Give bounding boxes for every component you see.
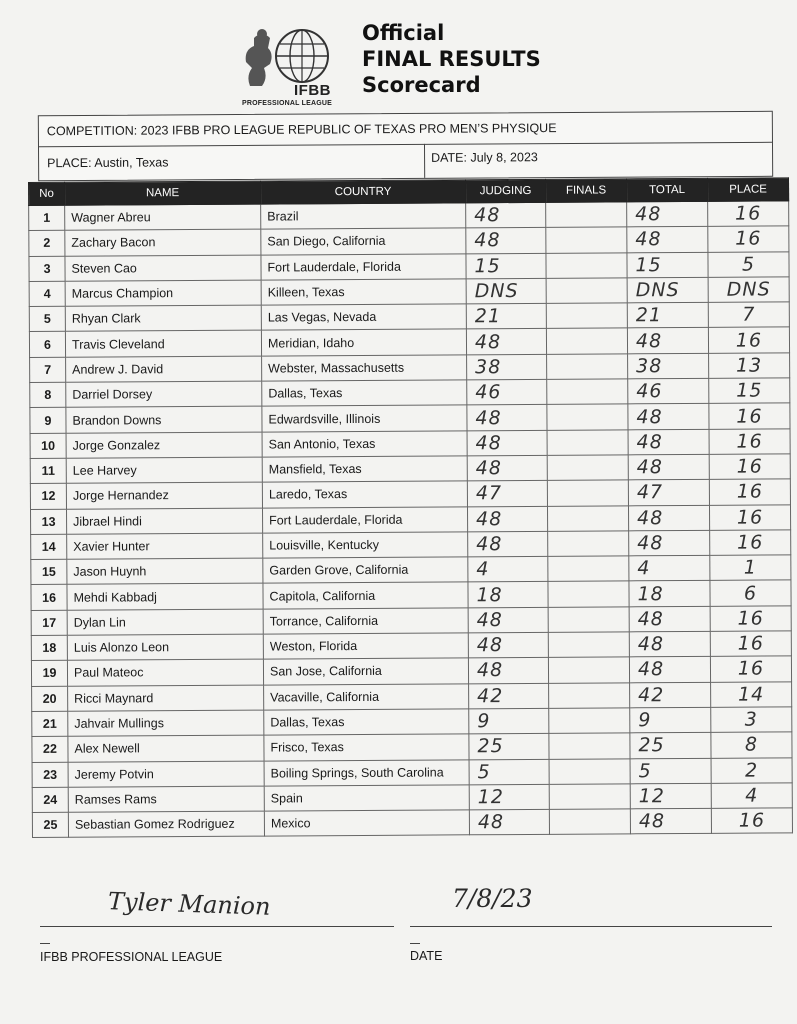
header-no: No <box>29 182 65 205</box>
cell-no: 20 <box>32 686 68 712</box>
cell-total: 47 <box>628 480 709 506</box>
cell-total: 38 <box>628 353 709 379</box>
cell-judging: 47 <box>467 481 547 507</box>
cell-country: Mansfield, Texas <box>262 456 467 483</box>
cell-judging: 15 <box>466 253 546 279</box>
cell-country: Las Vegas, Nevada <box>261 304 466 331</box>
cell-total: 9 <box>630 707 711 733</box>
cell-country: Dallas, Texas <box>264 709 469 736</box>
cell-name: Darriel Dorsey <box>66 381 262 407</box>
cell-no: 1 <box>29 205 65 231</box>
cell-country: Laredo, Texas <box>262 481 467 508</box>
cell-judging: 48 <box>467 506 547 532</box>
cell-finals <box>548 581 629 607</box>
results-table-wrap <box>28 177 792 838</box>
cell-country: Capitola, California <box>263 582 468 609</box>
cell-name: Jibrael Hindi <box>66 508 262 534</box>
header-judging: JUDGING <box>465 179 545 202</box>
cell-place: 6 <box>710 580 791 606</box>
cell-total: 46 <box>628 378 709 404</box>
cell-country: Meridian, Idaho <box>261 329 466 356</box>
table-row <box>32 808 792 838</box>
cell-place: 16 <box>710 606 791 632</box>
cell-place: 16 <box>708 201 789 227</box>
cell-name: Jorge Gonzalez <box>66 432 262 458</box>
cell-total: 48 <box>629 530 710 556</box>
cell-place: 3 <box>711 707 792 733</box>
cell-finals <box>547 455 628 481</box>
cell-place: 16 <box>708 226 789 252</box>
cell-finals <box>547 480 628 506</box>
cell-judging: 48 <box>466 228 546 254</box>
cell-place: 16 <box>710 656 791 682</box>
logo-subtext: PROFESSIONAL LEAGUE <box>242 100 333 107</box>
cell-finals <box>548 531 629 557</box>
cell-total: 48 <box>627 201 708 227</box>
competition-label: COMPETITION: 2023 IFBB PRO LEAGUE REPUBLIC OF TEXAS PRO MEN’S PHYSIQUE <box>46 121 557 139</box>
cell-name: Luis Alonzo Leon <box>67 634 263 660</box>
cell-finals <box>549 682 630 708</box>
cell-judging: 48 <box>467 405 547 431</box>
cell-total: 48 <box>627 328 708 354</box>
cell-finals <box>546 202 627 228</box>
cell-no: 4 <box>29 281 65 307</box>
cell-finals <box>547 430 628 456</box>
cell-no: 19 <box>31 661 67 687</box>
cell-judging: 4 <box>468 556 548 582</box>
league-caption: IFBB PROFESSIONAL LEAGUE <box>40 950 223 964</box>
cell-finals <box>548 632 629 658</box>
cell-place: DNS <box>708 277 789 303</box>
cell-country: Spain <box>264 785 469 812</box>
cell-name: Wagner Abreu <box>65 204 261 230</box>
cell-no: 18 <box>31 635 67 661</box>
cell-country: San Jose, California <box>263 658 468 685</box>
cell-finals <box>546 252 627 278</box>
cell-total: 18 <box>629 581 710 607</box>
cell-judging: 18 <box>468 582 548 608</box>
cell-finals <box>548 556 629 582</box>
cell-no: 14 <box>31 534 67 560</box>
cell-finals <box>546 328 627 354</box>
info-divider <box>424 144 425 178</box>
cell-country: Edwardsville, Illinois <box>262 405 467 432</box>
cell-place: 7 <box>708 302 789 328</box>
cell-place: 16 <box>710 631 791 657</box>
cell-no: 15 <box>31 559 67 585</box>
cell-name: Sebastian Gomez Rodriguez <box>68 811 264 837</box>
cell-total: 48 <box>629 657 710 683</box>
cell-name: Lee Harvey <box>66 457 262 483</box>
header-name: NAME <box>65 181 261 205</box>
cell-total: 48 <box>628 505 709 531</box>
cell-finals <box>546 227 627 253</box>
cell-finals <box>549 708 630 734</box>
cell-no: 24 <box>32 787 68 813</box>
cell-name: Dylan Lin <box>67 609 263 635</box>
ifbb-logo <box>240 28 350 106</box>
cell-country: Dallas, Texas <box>262 380 467 407</box>
cell-name: Jahvair Mullings <box>68 710 264 736</box>
cell-place: 16 <box>709 403 790 429</box>
cell-name: Marcus Champion <box>65 280 261 306</box>
cell-finals <box>549 733 630 759</box>
header-total: TOTAL <box>626 178 707 201</box>
cell-judging: 38 <box>467 354 547 380</box>
cell-no: 2 <box>29 231 65 257</box>
cell-judging: 12 <box>469 784 549 810</box>
cell-country: Frisco, Texas <box>264 734 469 761</box>
cell-country: Louisville, Kentucky <box>263 532 468 559</box>
cell-name: Paul Mateoc <box>67 659 263 685</box>
cell-finals <box>549 809 630 835</box>
cell-finals <box>547 379 628 405</box>
cell-judging: 48 <box>469 809 549 835</box>
cell-name: Andrew J. David <box>66 356 262 382</box>
cell-place: 5 <box>708 251 789 277</box>
scorecard-header <box>240 20 580 106</box>
cell-no: 16 <box>31 585 67 611</box>
cell-country: San Diego, California <box>261 228 466 255</box>
cell-name: Jorge Hernandez <box>66 482 262 508</box>
cell-judging: 5 <box>469 759 549 785</box>
cell-finals <box>547 354 628 380</box>
cell-name: Jason Huynh <box>67 558 263 584</box>
header-finals: FINALS <box>545 179 626 202</box>
cell-judging: DNS <box>466 278 546 304</box>
cell-name: Steven Cao <box>65 255 261 281</box>
cell-judging: 42 <box>469 683 549 709</box>
cell-total: 48 <box>630 808 711 834</box>
cell-name: Ricci Maynard <box>68 685 264 711</box>
results-table <box>28 177 793 838</box>
signed-date-handwriting: 7/8/23 <box>452 884 533 913</box>
cell-no: 17 <box>31 610 67 636</box>
cell-place: 16 <box>711 808 792 834</box>
date-tick <box>410 943 420 944</box>
cell-no: 7 <box>30 357 66 383</box>
date-label: DATE: July 8, 2023 <box>431 150 538 165</box>
cell-no: 13 <box>30 509 66 535</box>
cell-country: Brazil <box>261 203 466 230</box>
cell-place: 14 <box>711 681 792 707</box>
cell-country: Weston, Florida <box>263 633 468 660</box>
cell-judging: 48 <box>468 531 548 557</box>
cell-total: 48 <box>628 454 709 480</box>
cell-name: Ramses Rams <box>68 786 264 812</box>
cell-judging: 48 <box>468 658 548 684</box>
cell-no: 3 <box>29 256 65 282</box>
cell-name: Rhyan Clark <box>65 305 261 331</box>
cell-total: DNS <box>627 277 708 303</box>
cell-country: Killeen, Texas <box>261 279 466 306</box>
cell-total: 48 <box>629 631 710 657</box>
cell-no: 8 <box>30 382 66 408</box>
cell-total: 48 <box>629 606 710 632</box>
cell-judging: 48 <box>466 202 546 228</box>
cell-country: Torrance, California <box>263 608 468 635</box>
cell-no: 11 <box>30 458 66 484</box>
cell-country: Mexico <box>264 810 469 837</box>
cell-place: 16 <box>709 479 790 505</box>
cell-total: 48 <box>628 429 709 455</box>
cell-finals <box>547 404 628 430</box>
date-line <box>410 926 772 927</box>
cell-judging: 48 <box>466 329 546 355</box>
cell-judging: 46 <box>467 379 547 405</box>
cell-no: 9 <box>30 408 66 434</box>
title-line-2: FINAL RESULTS <box>362 47 541 71</box>
cell-total: 4 <box>629 555 710 581</box>
logo-text: IFBB <box>294 82 331 99</box>
cell-country: Fort Lauderdale, Florida <box>261 253 466 280</box>
cell-judging: 21 <box>466 304 546 330</box>
cell-country: San Antonio, Texas <box>262 430 467 457</box>
cell-name: Travis Cleveland <box>65 331 261 357</box>
cell-total: 25 <box>630 733 711 759</box>
cell-place: 4 <box>711 783 792 809</box>
cell-judging: 25 <box>469 734 549 760</box>
cell-place: 16 <box>708 327 789 353</box>
title-line-1: Official <box>362 21 445 45</box>
cell-country: Garden Grove, California <box>263 557 468 584</box>
cell-finals <box>546 278 627 304</box>
cell-total: 15 <box>627 252 708 278</box>
cell-name: Mehdi Kabbadj <box>67 584 263 610</box>
cell-total: 5 <box>630 758 711 784</box>
cell-place: 8 <box>711 732 792 758</box>
cell-finals <box>546 303 627 329</box>
cell-total: 42 <box>630 682 711 708</box>
cell-no: 10 <box>30 433 66 459</box>
cell-judging: 48 <box>467 455 547 481</box>
cell-finals <box>548 657 629 683</box>
signature-line <box>40 926 394 927</box>
cell-finals <box>549 758 630 784</box>
cell-judging: 9 <box>469 708 549 734</box>
cell-name: Zachary Bacon <box>65 229 261 255</box>
cell-place: 16 <box>710 530 791 556</box>
cell-place: 13 <box>709 353 790 379</box>
cell-finals <box>549 784 630 810</box>
cell-country: Webster, Massachusetts <box>262 355 467 382</box>
cell-place: 1 <box>710 555 791 581</box>
cell-no: 6 <box>29 332 65 358</box>
date-caption: DATE <box>410 949 443 963</box>
cell-no: 21 <box>32 711 68 737</box>
cell-no: 12 <box>30 484 66 510</box>
place-label: PLACE: Austin, Texas <box>47 155 169 171</box>
header-country: COUNTRY <box>260 180 465 204</box>
cell-place: 2 <box>711 757 792 783</box>
cell-place: 15 <box>709 378 790 404</box>
cell-no: 25 <box>32 812 68 838</box>
cell-no: 22 <box>32 737 68 763</box>
cell-name: Alex Newell <box>68 735 264 761</box>
cell-judging: 48 <box>467 430 547 456</box>
cell-place: 16 <box>709 504 790 530</box>
competition-info-box <box>38 111 773 181</box>
cell-name: Xavier Hunter <box>67 533 263 559</box>
cell-name: Jeremy Potvin <box>68 761 264 787</box>
cell-total: 48 <box>627 227 708 253</box>
page-title <box>362 20 541 98</box>
cell-total: 12 <box>630 783 711 809</box>
header-place: PLACE <box>707 178 788 201</box>
title-line-3: Scorecard <box>362 73 481 97</box>
cell-country: Boiling Springs, South Carolina <box>264 759 469 786</box>
cell-no: 23 <box>32 762 68 788</box>
cell-place: 16 <box>709 429 790 455</box>
cell-total: 21 <box>627 303 708 329</box>
signature-tick <box>40 943 50 944</box>
cell-name: Brandon Downs <box>66 406 262 432</box>
competition-row <box>39 112 772 147</box>
cell-finals <box>547 505 628 531</box>
cell-total: 48 <box>628 404 709 430</box>
cell-place: 16 <box>709 454 790 480</box>
signer-handwriting: Tyler Manion <box>107 887 271 921</box>
cell-no: 5 <box>29 306 65 332</box>
cell-judging: 48 <box>468 607 548 633</box>
cell-country: Fort Lauderdale, Florida <box>262 506 467 533</box>
cell-finals <box>548 607 629 633</box>
cell-country: Vacaville, California <box>264 683 469 710</box>
cell-judging: 48 <box>468 632 548 658</box>
